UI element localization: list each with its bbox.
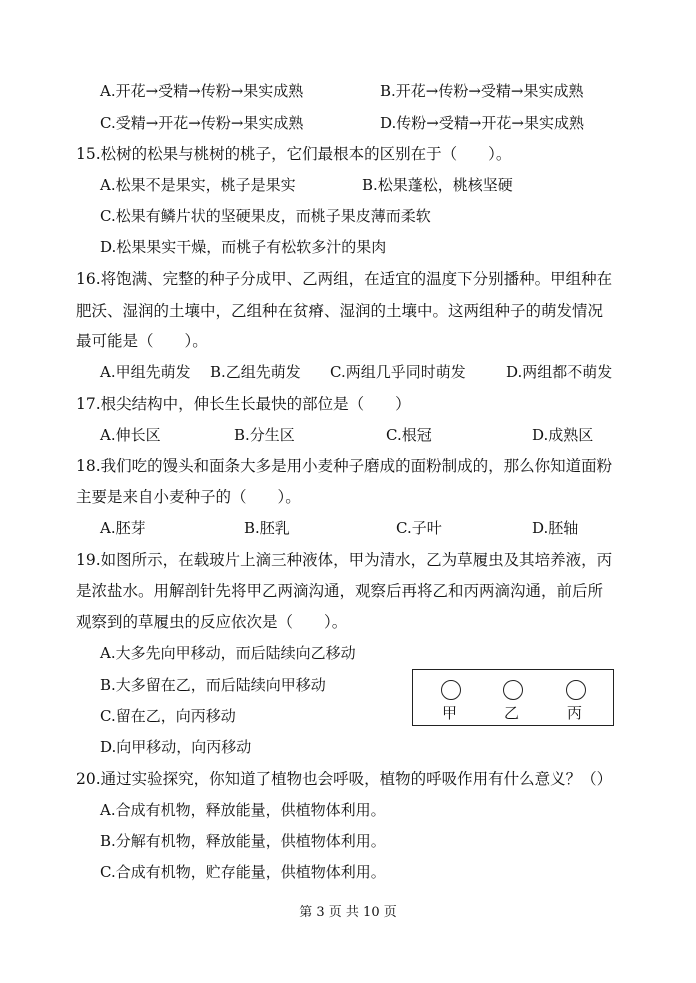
q20-option-a: A.合成有机物，释放能量，供植物体利用。	[100, 801, 386, 819]
q14-option-a: A.开花→受精→传粉→果实成熟	[100, 82, 304, 100]
drop-circle-yi	[503, 680, 523, 700]
q19-stem-line-3: 观察到的草履虫的反应依次是（ ）。	[76, 613, 348, 631]
q16-option-a: A.甲组先萌发	[100, 363, 191, 381]
q17-stem: 17.根尖结构中，伸长生长最快的部位是（ ）	[76, 395, 411, 413]
q19-option-a: A.大多先向甲移动，而后陆续向乙移动	[100, 644, 356, 662]
q17-option-c: C.根冠	[386, 426, 432, 444]
q15-option-c: C.松果有鳞片状的坚硬果皮，而桃子果皮薄而柔软	[100, 207, 431, 225]
q17-option-a: A.伸长区	[100, 426, 161, 444]
q16-stem-line-1: 16.将饱满、完整的种子分成甲、乙两组，在适宜的温度下分别播种。甲组种在	[76, 270, 613, 288]
q18-option-d: D.胚轴	[532, 519, 579, 537]
page-footer: 第 3 页 共 10 页	[299, 905, 397, 920]
q14-option-b: B.开花→传粉→受精→果实成熟	[380, 82, 584, 100]
q20-option-b: B.分解有机物，释放能量，供植物体利用。	[100, 832, 386, 850]
q18-stem-line-1: 18.我们吃的馒头和面条大多是用小麦种子磨成的面粉制成的，那么你知道面粉	[76, 457, 613, 475]
q17-option-d: D.成熟区	[532, 426, 594, 444]
q18-option-a: A.胚芽	[100, 519, 146, 537]
q16-option-d: D.两组都不萌发	[506, 363, 613, 381]
q19-stem-line-2: 是浓盐水。用解剖针先将甲乙两滴沟通，观察后再将乙和丙两滴沟通，前后所	[76, 582, 604, 600]
q16-option-b: B.乙组先萌发	[210, 363, 301, 381]
q16-stem-line-3: 最可能是（ ）。	[76, 332, 208, 350]
q19-option-c: C.留在乙，向丙移动	[100, 707, 236, 725]
q18-stem-line-2: 主要是来自小麦种子的（ ）。	[76, 488, 301, 506]
q18-option-b: B.胚乳	[244, 519, 290, 537]
diagram-label-jia: 甲	[442, 704, 458, 722]
q15-stem: 15.松树的松果与桃树的桃子，它们最根本的区别在于（ ）。	[76, 145, 512, 163]
q14-option-d: D.传粉→受精→开花→果实成熟	[380, 114, 584, 132]
q18-option-c: C.子叶	[396, 519, 442, 537]
q17-option-b: B.分生区	[234, 426, 295, 444]
drop-circle-jia	[441, 680, 461, 700]
diagram-label-bing: 丙	[567, 704, 583, 722]
drop-circle-bing	[566, 680, 586, 700]
q20-option-c: C.合成有机物，贮存能量，供植物体利用。	[100, 863, 386, 881]
q20-stem: 20.通过实验探究，你知道了植物也会呼吸，植物的呼吸作用有什么意义？（）	[76, 770, 613, 788]
q15-option-d: D.松果果实干燥，而桃子有松软多汁的果肉	[100, 238, 387, 256]
slide-diagram	[412, 669, 614, 726]
q16-stem-line-2: 肥沃、湿润的土壤中，乙组种在贫瘠、湿润的土壤中。这两组种子的萌发情况	[76, 302, 604, 320]
q19-option-b: B.大多留在乙，而后陆续向甲移动	[100, 676, 326, 694]
q19-stem-line-1: 19.如图所示，在载玻片上滴三种液体，甲为清水，乙为草履虫及其培养液，丙	[76, 551, 613, 569]
q16-option-c: C.两组几乎同时萌发	[330, 363, 466, 381]
diagram-label-yi: 乙	[504, 704, 520, 722]
q15-option-a: A.松果不是果实，桃子是果实	[100, 176, 296, 194]
q19-option-d: D.向甲移动，向丙移动	[100, 738, 252, 756]
q15-option-b: B.松果蓬松，桃核坚硬	[362, 176, 513, 194]
q14-option-c: C.受精→开花→传粉→果实成熟	[100, 114, 304, 132]
